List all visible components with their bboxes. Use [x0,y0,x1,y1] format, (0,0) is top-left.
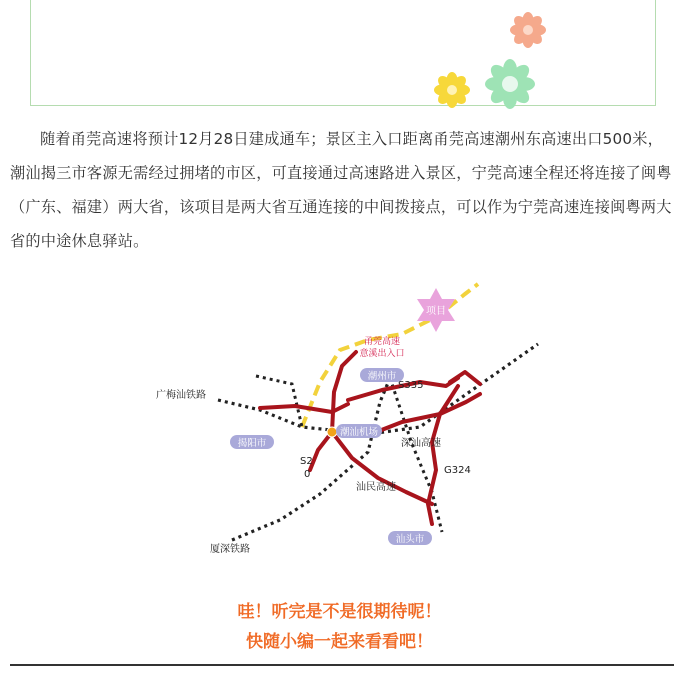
jieyang-city-label: 揭阳市 [237,438,267,449]
cta-line-1: 哇！听完是不是很期待呢！ [237,602,442,622]
exit-label-line1: 甬莞高速 [363,337,401,347]
project-label: 项目 [426,306,446,317]
guangmeishan-rail-label: 广梅汕铁路 [156,390,206,401]
bottom-divider [10,664,674,666]
flower-decoration [420,0,570,118]
expressway-s20 [310,432,332,470]
yellow-flower-icon [434,72,470,108]
xiashen-rail-label: 厦深铁路 [210,544,250,555]
s335-label: S335 [398,380,424,391]
airport-label: 潮汕机场 [339,427,379,438]
shanmin-label: 汕民高速 [356,482,396,493]
shenshan-label: 深汕高速 [401,438,441,449]
s20-label-line2: 0 [304,469,311,480]
chaozhou-city-label: 潮州市 [367,371,397,382]
article-paragraph: 随着甬莞高速将预计12月28日建成通车；景区主入口距离甬莞高速潮州东高速出口500米，潮汕揭三市客源无需经过拥堵的市区，可直接通过高速路进入景区，宁莞高速全程还将连接了闽粤（广东、福建）两大省，该项目是两大省互通连接的中间拨接点，可以作为宁莞高速连接闽粤两大省的中途休息驿站。 [10,130,672,250]
airport-marker [327,427,337,437]
exit-label-line2: 意溪出入口 [359,349,405,359]
expressway-g324 [428,414,440,524]
g324-label: G324 [444,465,471,476]
shantou-city-label: 汕头市 [395,534,425,545]
location-map [120,282,560,560]
orange-flower-icon [510,12,546,48]
cta-line-2: 快随小编一起来看看吧！ [246,632,433,652]
expressway-airport-north [332,352,356,432]
s20-label-line1: S2 [300,456,313,467]
green-flower-icon [485,59,535,109]
